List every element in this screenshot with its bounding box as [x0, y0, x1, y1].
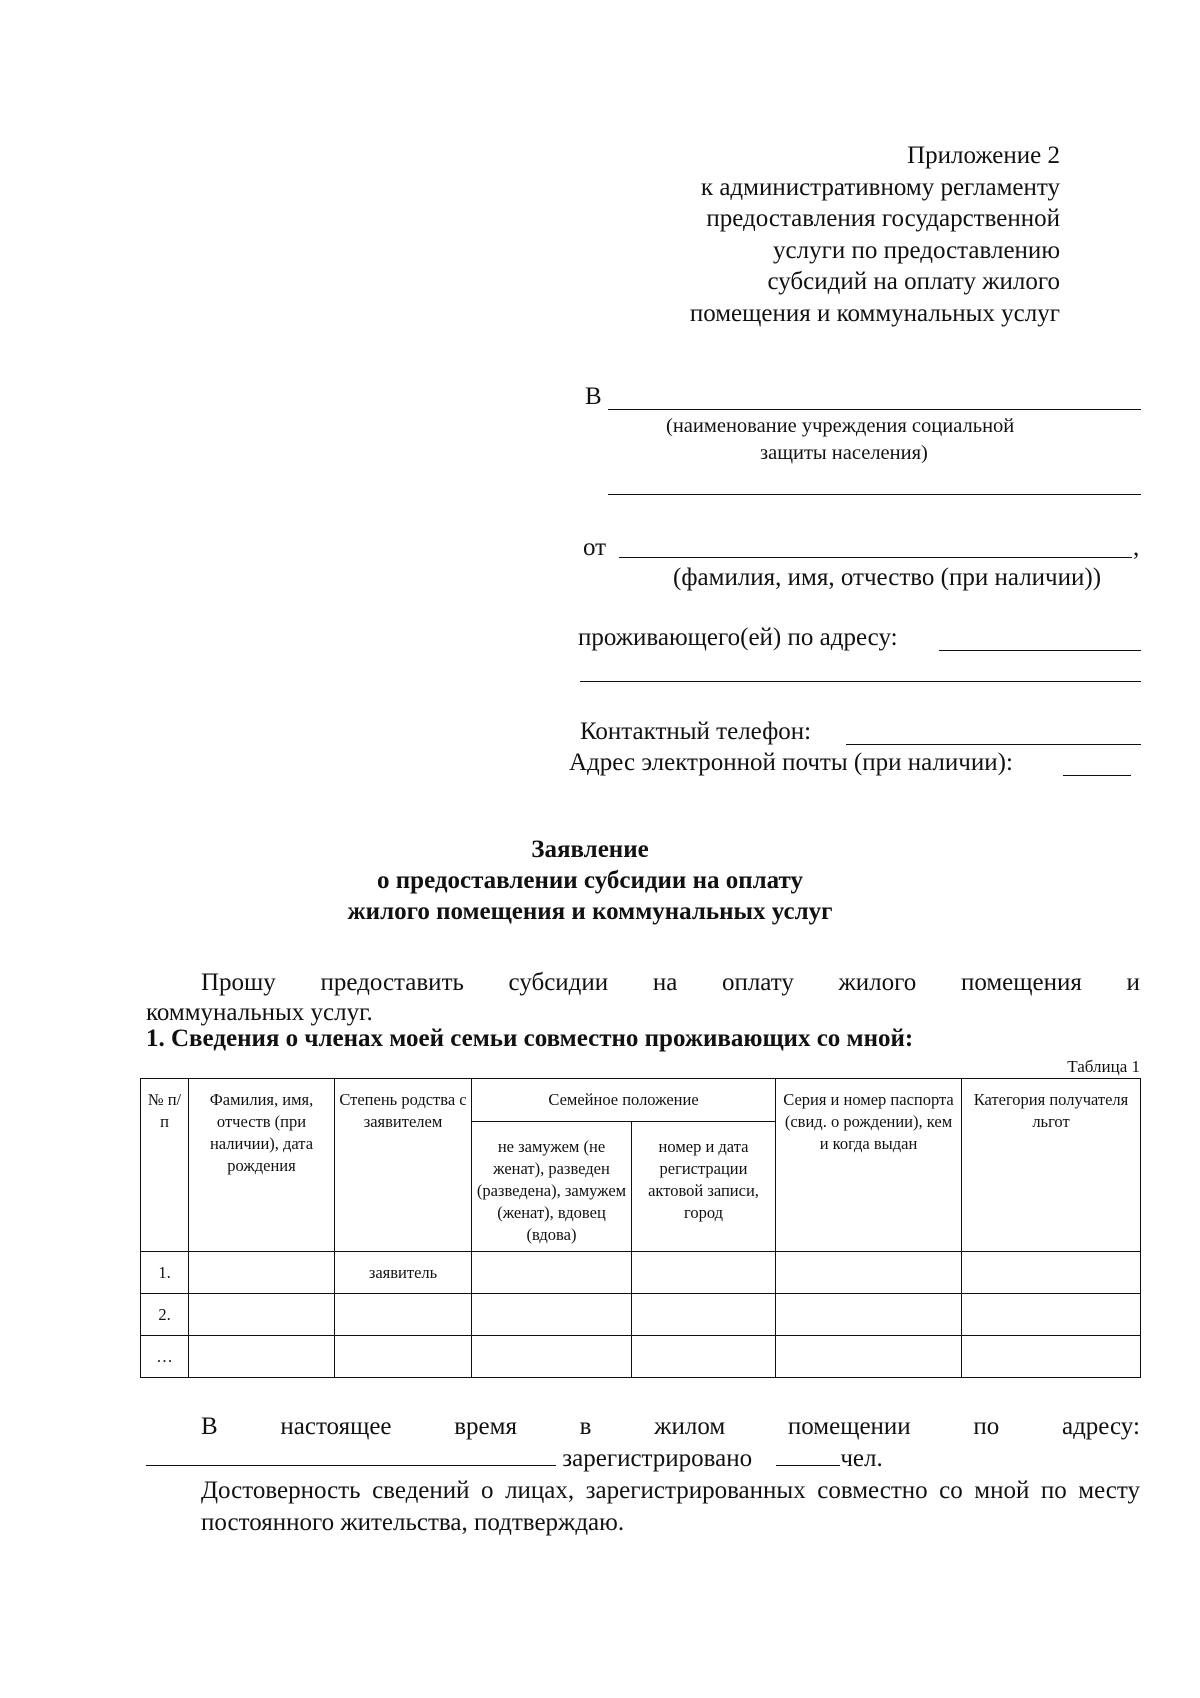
appendix-line: субсидий на оплату жилого — [767, 268, 1060, 295]
appendix-line: Приложение 2 — [907, 142, 1060, 169]
confirm-text: Достоверность сведений о лицах, зарегистрированных совместно со мной по месту постоянного жительства, подтверждаю. — [201, 1477, 1140, 1536]
title-line: о предоставлении субсидии на оплату — [377, 867, 803, 894]
title-line: Заявление — [531, 836, 649, 863]
cell-name[interactable] — [189, 1252, 335, 1294]
cell-marital-record[interactable] — [632, 1336, 776, 1378]
from-prefix: от — [583, 534, 607, 561]
from-comma: , — [1133, 534, 1140, 561]
appendix-line: услуги по предоставлению — [773, 236, 1060, 264]
appendix-line: помещения и коммунальных услуг — [689, 299, 1060, 327]
col-marital-status-header: не замужем (не женат), разведен (разведена), замужем (женат), вдовец (вдова) — [472, 1122, 632, 1252]
fullname-caption: (фамилия, имя, отчество (при наличии)) — [673, 564, 1102, 591]
request-word: предоставить — [320, 969, 464, 996]
cell-marital-record[interactable] — [632, 1252, 776, 1294]
cell-passport[interactable] — [776, 1294, 962, 1336]
registration-line-2 — [146, 1443, 1140, 1475]
address-field[interactable] — [939, 650, 1141, 651]
table-row — [141, 1252, 1141, 1294]
table-row — [141, 1294, 1141, 1336]
col-name-header: Фамилия, имя, отчеств (при наличии), дата рождения — [189, 1079, 335, 1252]
registered-address-field[interactable] — [146, 1443, 556, 1466]
fullname-field[interactable] — [619, 557, 1132, 558]
email-field[interactable] — [1063, 775, 1131, 776]
row-num: … — [141, 1336, 189, 1378]
request-paragraph — [146, 968, 1140, 1028]
phone-label: Контактный телефон: — [580, 718, 812, 745]
request-word: Прошу — [201, 969, 276, 996]
institution-caption-1: (наименование учреждения социальной — [666, 415, 1015, 437]
registration-paragraph — [146, 1411, 1140, 1539]
request-word: жилого — [838, 969, 917, 996]
family-members-table — [140, 1078, 1141, 1378]
registration-word: время — [454, 1413, 517, 1440]
registration-word: В — [201, 1413, 218, 1440]
cell-category[interactable] — [962, 1336, 1141, 1378]
cell-marital-status[interactable] — [472, 1294, 632, 1336]
institution-field[interactable] — [608, 409, 1141, 410]
cell-marital-status[interactable] — [472, 1252, 632, 1294]
registration-word: жилом — [654, 1413, 726, 1440]
registration-word: в — [579, 1413, 592, 1440]
to-prefix: В — [585, 383, 602, 410]
appendix-line: к административному регламенту — [700, 173, 1060, 201]
col-relation-header: Степень родства с заявителем — [335, 1079, 472, 1252]
people-count-field[interactable] — [776, 1443, 840, 1466]
request-word: и — [1126, 969, 1140, 996]
section-heading: 1. Сведения о членах моей семьи совместно проживающих со мной: — [146, 1025, 914, 1052]
document-title — [140, 834, 1040, 927]
col-num-header: № п/п — [141, 1079, 189, 1252]
appendix-line: предоставления государственной — [706, 205, 1060, 232]
cell-relation[interactable]: заявитель — [335, 1252, 472, 1294]
institution-caption-2: защиты населения) — [760, 442, 928, 464]
registration-word: адресу: — [1061, 1413, 1140, 1440]
request-line-1 — [146, 968, 1140, 998]
address-field-2[interactable] — [580, 681, 1141, 682]
registration-line-1 — [146, 1411, 1140, 1443]
title-line: жилого помещения и коммунальных услуг — [347, 898, 833, 925]
request-word: субсидии — [508, 969, 609, 996]
cell-name[interactable] — [189, 1336, 335, 1378]
cell-category[interactable] — [962, 1294, 1141, 1336]
phone-field[interactable] — [846, 744, 1141, 745]
registration-word: помещении — [787, 1413, 911, 1440]
appendix-header — [540, 140, 1060, 329]
request-line-2: коммунальных услуг. — [146, 999, 373, 1026]
row-num: 1. — [141, 1252, 189, 1294]
col-passport-header: Серия и номер паспорта (свид. о рождении), кем и когда выдан — [776, 1079, 962, 1252]
cell-category[interactable] — [962, 1252, 1141, 1294]
col-marital-record-header: номер и дата регистрации актовой записи, город — [632, 1122, 776, 1252]
cell-passport[interactable] — [776, 1252, 962, 1294]
cell-marital-status[interactable] — [472, 1336, 632, 1378]
cell-relation[interactable] — [335, 1294, 472, 1336]
registration-word: настоящее — [280, 1413, 392, 1440]
cell-marital-record[interactable] — [632, 1294, 776, 1336]
cell-name[interactable] — [189, 1294, 335, 1336]
cell-passport[interactable] — [776, 1336, 962, 1378]
email-label: Адрес электронной почты (при наличии): — [569, 749, 1013, 776]
row-num: 2. — [141, 1294, 189, 1336]
col-marital-header: Семейное положение — [472, 1079, 776, 1122]
cell-relation[interactable] — [335, 1336, 472, 1378]
address-label: проживающего(ей) по адресу: — [578, 624, 898, 651]
request-word: оплату — [721, 969, 794, 996]
request-word: на — [652, 969, 678, 996]
registered-label: зарегистрировано — [562, 1445, 753, 1472]
institution-field-2[interactable] — [608, 494, 1141, 495]
table-label: Таблица 1 — [1067, 1057, 1140, 1076]
table-row — [141, 1336, 1141, 1378]
registration-word: по — [973, 1413, 1000, 1440]
request-word: помещения — [960, 969, 1082, 996]
people-unit: чел. — [840, 1445, 883, 1472]
col-category-header: Категория получателя льгот — [962, 1079, 1141, 1252]
